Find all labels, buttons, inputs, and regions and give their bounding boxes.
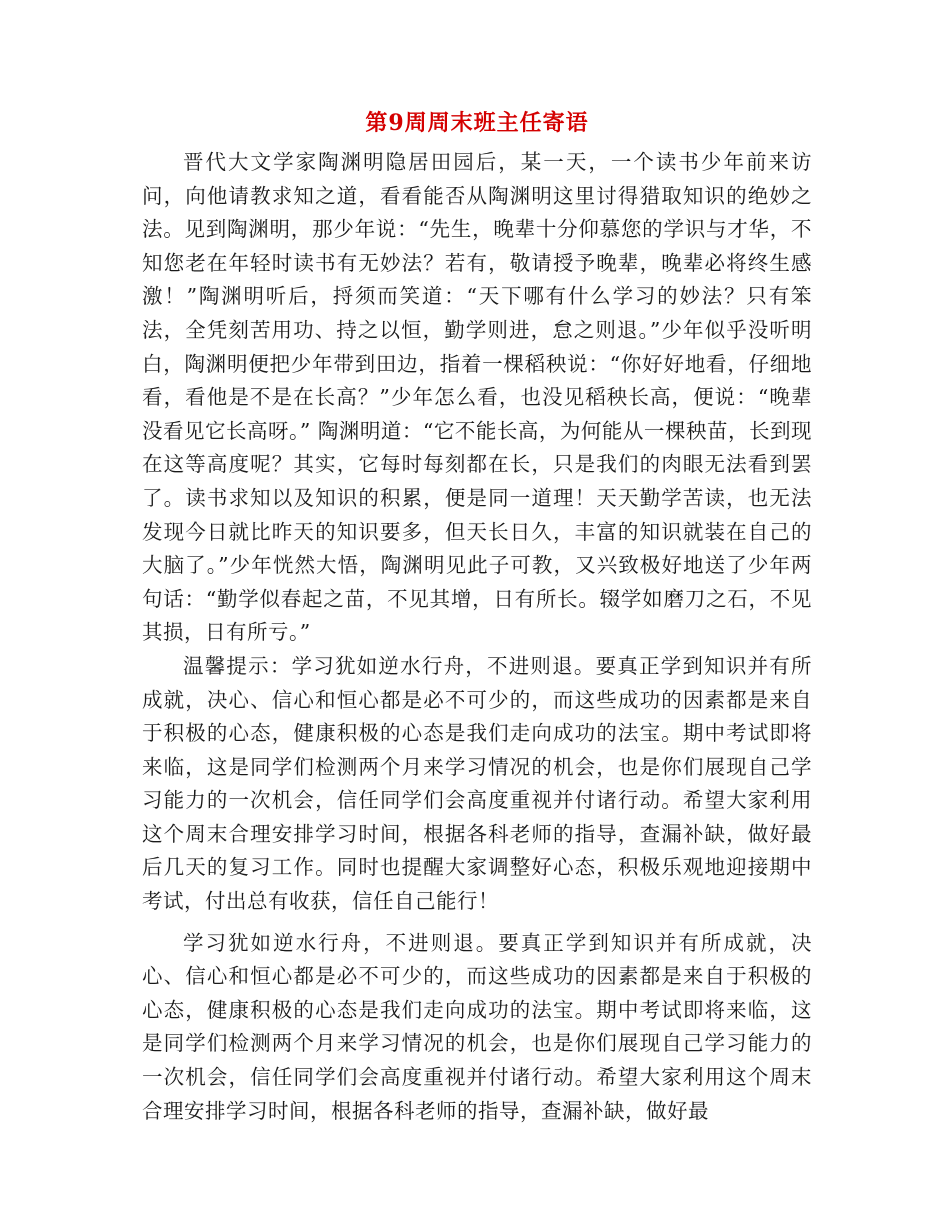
- document-page: [142, 108, 812, 1128]
- tips-paragraph: 温馨提示：学习犹如逆水行舟，不进则退。要真正学到知识并有所成就，决心、信心和恒心都是必不可少的，而这些成功的因素都是来自于积极的心态，健康积极的心态是我们走向成功的法宝。期中考试即将来临，这是同学们检测两个月来学习情况的机会，也是你们展现自己学习能力的一次机会，信任同学们会高度重视并付诸行动。希望大家利用这个周末合理安排学习时间，根据各科老师的指导，查漏补缺，做好最后几天的复习工作。同时也提醒大家调整好心态，积极乐观地迎接期中考试，付出总有收获，信任自己能行！: [142, 653, 812, 914]
- story-paragraph: 晋代大文学家陶渊明隐居田园后，某一天，一个读书少年前来访问，向他请教求知之道，看看能否从陶渊明这里讨得猎取知识的绝妙之法。见到陶渊明，那少年说：“先生，晚辈十分仰慕您的学识与才华，不知您老在年轻时读书有无妙法？若有，敬请授予晚辈，晚辈必将终生感激！”陶渊明听后，捋须而笑道：“天下哪有什么学习的妙法？只有笨法，全凭刻苦用功、持之以恒，勤学则进，怠之则退。”少年似乎没听明白，陶渊明便把少年带到田边，指着一棵稻秧说：“你好好地看，仔细地看，看他是不是在长高？”少年怎么看，也没见稻秧长高，便说：“晚辈没看见它长高呀。” 陶渊明道：“它不能长高，为何能从一棵秧苗，长到现在这等高度呢？其实，它每时每刻都在长，只是我们的肉眼无法看到罢了。读书求知以及知识的积累，便是同一道理！天天勤学苦读，也无法发现今日就比昨天的知识要多，但天长日久，丰富的知识就装在自己的大脑了。”少年恍然大悟，陶渊明见此子可教，又兴致极好地送了少年两句话：“勤学似春起之苗，不见其增，日有所长。辍学如磨刀之石，不见其损，日有所亏。”: [142, 150, 812, 645]
- repeated-tips-paragraph: 学习犹如逆水行舟，不进则退。要真正学到知识并有所成就，决心、信心和恒心都是必不可少的，而这些成功的因素都是来自于积极的心态，健康积极的心态是我们走向成功的法宝。期中考试即将来临，这是同学们检测两个月来学习情况的机会，也是你们展现自己学习能力的一次机会，信任同学们会高度重视并付诸行动。希望大家利用这个周末合理安排学习时间，根据各科老师的指导，查漏补缺，做好最: [142, 930, 812, 1123]
- document-title: 第9周周末班主任寄语: [365, 110, 589, 136]
